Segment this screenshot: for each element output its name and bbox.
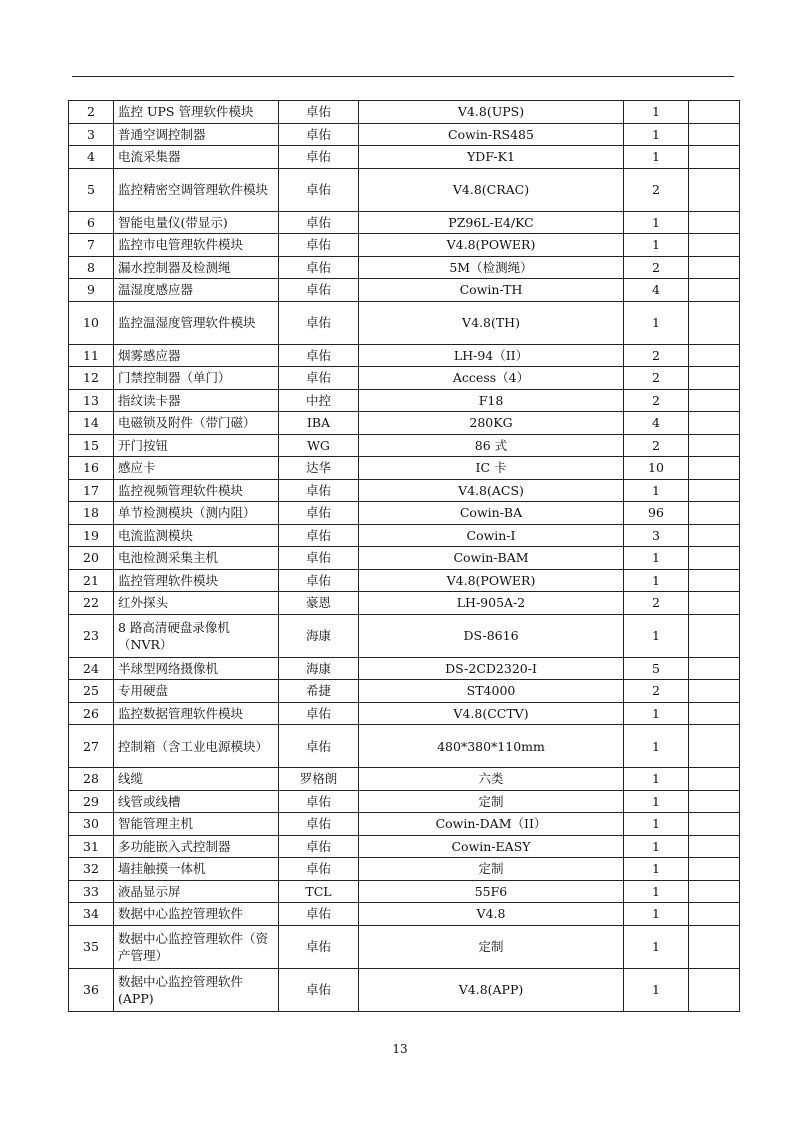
item-quantity: 2 [624, 389, 689, 412]
item-name: 8 路高清硬盘录像机（NVR） [114, 614, 279, 657]
item-remark [689, 702, 740, 725]
item-remark [689, 123, 740, 146]
item-quantity: 1 [624, 569, 689, 592]
item-remark [689, 835, 740, 858]
equipment-table-body [69, 101, 740, 1012]
table-row [69, 389, 740, 412]
item-quantity: 1 [624, 146, 689, 169]
row-number: 19 [69, 524, 114, 547]
item-model: Cowin-EASY [359, 835, 624, 858]
item-quantity: 1 [624, 301, 689, 344]
row-number: 24 [69, 657, 114, 680]
item-quantity: 1 [624, 479, 689, 502]
table-row [69, 835, 740, 858]
item-name: 监控数据管理软件模块 [114, 702, 279, 725]
item-remark [689, 344, 740, 367]
item-model: V4.8(TH) [359, 301, 624, 344]
item-model: Access（4） [359, 367, 624, 390]
item-quantity: 10 [624, 457, 689, 480]
item-name: 智能管理主机 [114, 813, 279, 836]
item-brand: IBA [279, 412, 359, 435]
item-brand: 卓佑 [279, 301, 359, 344]
table-row [69, 657, 740, 680]
item-model: PZ96L-E4/KC [359, 211, 624, 234]
item-brand: 中控 [279, 389, 359, 412]
row-number: 26 [69, 702, 114, 725]
item-name: 线缆 [114, 768, 279, 791]
item-remark [689, 234, 740, 257]
row-number: 23 [69, 614, 114, 657]
row-number: 28 [69, 768, 114, 791]
table-row [69, 256, 740, 279]
item-name: 数据中心监控管理软件（资产管理） [114, 925, 279, 968]
item-model: V4.8(CRAC) [359, 168, 624, 211]
item-quantity: 1 [624, 813, 689, 836]
item-name: 液晶显示屏 [114, 880, 279, 903]
item-brand: 卓佑 [279, 968, 359, 1011]
table-row [69, 168, 740, 211]
item-model: Cowin-DAM（II） [359, 813, 624, 836]
item-quantity: 4 [624, 279, 689, 302]
table-row [69, 968, 740, 1011]
row-number: 10 [69, 301, 114, 344]
row-number: 5 [69, 168, 114, 211]
row-number: 7 [69, 234, 114, 257]
item-brand: 卓佑 [279, 256, 359, 279]
row-number: 25 [69, 680, 114, 703]
table-row [69, 790, 740, 813]
item-model: 480*380*110mm [359, 725, 624, 768]
header-rule [72, 76, 734, 77]
item-name: 指纹读卡器 [114, 389, 279, 412]
item-remark [689, 813, 740, 836]
row-number: 15 [69, 434, 114, 457]
table-row [69, 279, 740, 302]
row-number: 35 [69, 925, 114, 968]
item-model: LH-94（II） [359, 344, 624, 367]
item-model: Cowin-RS485 [359, 123, 624, 146]
row-number: 13 [69, 389, 114, 412]
item-quantity: 1 [624, 234, 689, 257]
item-brand: 卓佑 [279, 101, 359, 124]
table-row [69, 301, 740, 344]
row-number: 14 [69, 412, 114, 435]
row-number: 9 [69, 279, 114, 302]
item-brand: WG [279, 434, 359, 457]
item-model: Cowin-TH [359, 279, 624, 302]
table-row [69, 234, 740, 257]
table-row [69, 880, 740, 903]
item-model: 55F6 [359, 880, 624, 903]
row-number: 16 [69, 457, 114, 480]
table-row [69, 457, 740, 480]
item-quantity: 2 [624, 256, 689, 279]
item-brand: 卓佑 [279, 234, 359, 257]
item-remark [689, 880, 740, 903]
item-model: 定制 [359, 925, 624, 968]
item-name: 专用硬盘 [114, 680, 279, 703]
item-quantity: 1 [624, 968, 689, 1011]
equipment-table [68, 100, 740, 1012]
item-remark [689, 146, 740, 169]
item-quantity: 1 [624, 702, 689, 725]
row-number: 31 [69, 835, 114, 858]
item-model: V4.8(APP) [359, 968, 624, 1011]
table-row [69, 614, 740, 657]
item-quantity: 4 [624, 412, 689, 435]
item-name: 红外探头 [114, 592, 279, 615]
item-model: F18 [359, 389, 624, 412]
item-brand: 卓佑 [279, 279, 359, 302]
item-model: V4.8(UPS) [359, 101, 624, 124]
item-model: Cowin-I [359, 524, 624, 547]
row-number: 6 [69, 211, 114, 234]
item-quantity: 1 [624, 835, 689, 858]
item-model: V4.8(POWER) [359, 234, 624, 257]
item-brand: 卓佑 [279, 502, 359, 525]
item-name: 电池检测采集主机 [114, 547, 279, 570]
table-row [69, 524, 740, 547]
row-number: 18 [69, 502, 114, 525]
item-name: 单节检测模块（测内阻） [114, 502, 279, 525]
item-model: Cowin-BA [359, 502, 624, 525]
item-remark [689, 657, 740, 680]
item-model: 定制 [359, 790, 624, 813]
row-number: 2 [69, 101, 114, 124]
row-number: 20 [69, 547, 114, 570]
item-remark [689, 925, 740, 968]
item-name: 电流监测模块 [114, 524, 279, 547]
item-remark [689, 614, 740, 657]
row-number: 22 [69, 592, 114, 615]
item-name: 电流采集器 [114, 146, 279, 169]
item-quantity: 2 [624, 434, 689, 457]
item-brand: 卓佑 [279, 211, 359, 234]
table-row [69, 725, 740, 768]
table-row [69, 569, 740, 592]
item-name: 烟雾感应器 [114, 344, 279, 367]
item-quantity: 1 [624, 123, 689, 146]
item-remark [689, 903, 740, 926]
item-brand: 卓佑 [279, 367, 359, 390]
item-remark [689, 968, 740, 1011]
item-name: 监控 UPS 管理软件模块 [114, 101, 279, 124]
item-quantity: 1 [624, 768, 689, 791]
row-number: 33 [69, 880, 114, 903]
table-row [69, 434, 740, 457]
row-number: 27 [69, 725, 114, 768]
item-model: V4.8(ACS) [359, 479, 624, 502]
item-model: V4.8(CCTV) [359, 702, 624, 725]
item-model: ST4000 [359, 680, 624, 703]
item-quantity: 1 [624, 925, 689, 968]
item-name: 半球型网络摄像机 [114, 657, 279, 680]
item-quantity: 2 [624, 344, 689, 367]
item-name: 智能电量仪(带显示) [114, 211, 279, 234]
item-quantity: 5 [624, 657, 689, 680]
item-model: DS-8616 [359, 614, 624, 657]
item-remark [689, 858, 740, 881]
item-remark [689, 101, 740, 124]
item-remark [689, 256, 740, 279]
item-remark [689, 389, 740, 412]
table-row [69, 768, 740, 791]
item-name: 门禁控制器（单门） [114, 367, 279, 390]
item-brand: TCL [279, 880, 359, 903]
table-row [69, 412, 740, 435]
item-brand: 卓佑 [279, 813, 359, 836]
table-row [69, 502, 740, 525]
table-row [69, 680, 740, 703]
item-name: 数据中心监控管理软件 [114, 903, 279, 926]
table-row [69, 146, 740, 169]
item-brand: 卓佑 [279, 168, 359, 211]
row-number: 29 [69, 790, 114, 813]
item-quantity: 3 [624, 524, 689, 547]
item-brand: 卓佑 [279, 146, 359, 169]
item-brand: 海康 [279, 657, 359, 680]
row-number: 34 [69, 903, 114, 926]
item-brand: 卓佑 [279, 925, 359, 968]
item-quantity: 1 [624, 790, 689, 813]
table-row [69, 813, 740, 836]
item-remark [689, 592, 740, 615]
item-model: LH-905A-2 [359, 592, 624, 615]
item-quantity: 2 [624, 680, 689, 703]
item-name: 墙挂触摸一体机 [114, 858, 279, 881]
table-row [69, 592, 740, 615]
item-remark [689, 367, 740, 390]
row-number: 36 [69, 968, 114, 1011]
row-number: 4 [69, 146, 114, 169]
table-row [69, 925, 740, 968]
item-remark [689, 412, 740, 435]
item-name: 监控温湿度管理软件模块 [114, 301, 279, 344]
item-brand: 卓佑 [279, 547, 359, 570]
item-name: 监控市电管理软件模块 [114, 234, 279, 257]
item-brand: 卓佑 [279, 858, 359, 881]
item-brand: 卓佑 [279, 790, 359, 813]
item-remark [689, 479, 740, 502]
item-quantity: 2 [624, 592, 689, 615]
item-name: 普通空调控制器 [114, 123, 279, 146]
table-row [69, 702, 740, 725]
item-brand: 卓佑 [279, 725, 359, 768]
row-number: 30 [69, 813, 114, 836]
item-name: 监控精密空调管理软件模块 [114, 168, 279, 211]
item-remark [689, 569, 740, 592]
item-name: 线管或线槽 [114, 790, 279, 813]
item-remark [689, 457, 740, 480]
item-brand: 希捷 [279, 680, 359, 703]
item-quantity: 1 [624, 101, 689, 124]
item-remark [689, 279, 740, 302]
item-remark [689, 301, 740, 344]
item-brand: 卓佑 [279, 479, 359, 502]
item-model: V4.8 [359, 903, 624, 926]
item-remark [689, 790, 740, 813]
row-number: 17 [69, 479, 114, 502]
item-model: 280KG [359, 412, 624, 435]
item-brand: 卓佑 [279, 569, 359, 592]
item-brand: 罗格朗 [279, 768, 359, 791]
item-model: 5M（检测绳） [359, 256, 624, 279]
table-row [69, 123, 740, 146]
item-name: 感应卡 [114, 457, 279, 480]
item-name: 漏水控制器及检测绳 [114, 256, 279, 279]
row-number: 32 [69, 858, 114, 881]
item-brand: 海康 [279, 614, 359, 657]
row-number: 3 [69, 123, 114, 146]
row-number: 8 [69, 256, 114, 279]
item-remark [689, 168, 740, 211]
item-brand: 卓佑 [279, 903, 359, 926]
item-quantity: 1 [624, 547, 689, 570]
item-quantity: 1 [624, 614, 689, 657]
item-name: 监控管理软件模块 [114, 569, 279, 592]
row-number: 21 [69, 569, 114, 592]
item-brand: 达华 [279, 457, 359, 480]
item-remark [689, 547, 740, 570]
item-quantity: 1 [624, 725, 689, 768]
item-remark [689, 524, 740, 547]
item-name: 监控视频管理软件模块 [114, 479, 279, 502]
item-model: Cowin-BAM [359, 547, 624, 570]
item-model: 六类 [359, 768, 624, 791]
item-name: 开门按钮 [114, 434, 279, 457]
table-row [69, 367, 740, 390]
item-quantity: 1 [624, 211, 689, 234]
item-quantity: 2 [624, 168, 689, 211]
item-remark [689, 680, 740, 703]
item-model: V4.8(POWER) [359, 569, 624, 592]
table-row [69, 479, 740, 502]
item-remark [689, 434, 740, 457]
item-quantity: 96 [624, 502, 689, 525]
item-quantity: 2 [624, 367, 689, 390]
item-model: DS-2CD2320-I [359, 657, 624, 680]
table-row [69, 101, 740, 124]
item-quantity: 1 [624, 903, 689, 926]
item-remark [689, 725, 740, 768]
table-row [69, 211, 740, 234]
item-name: 电磁锁及附件（带门磁） [114, 412, 279, 435]
item-model: YDF-K1 [359, 146, 624, 169]
table-row [69, 858, 740, 881]
item-name: 数据中心监控管理软件(APP) [114, 968, 279, 1011]
table-row [69, 903, 740, 926]
item-brand: 豪恩 [279, 592, 359, 615]
item-brand: 卓佑 [279, 344, 359, 367]
item-name: 温湿度感应器 [114, 279, 279, 302]
item-brand: 卓佑 [279, 835, 359, 858]
item-name: 控制箱（含工业电源模块） [114, 725, 279, 768]
row-number: 12 [69, 367, 114, 390]
table-row [69, 547, 740, 570]
item-brand: 卓佑 [279, 524, 359, 547]
row-number: 11 [69, 344, 114, 367]
table-row [69, 344, 740, 367]
item-remark [689, 768, 740, 791]
item-remark [689, 211, 740, 234]
item-model: 定制 [359, 858, 624, 881]
item-brand: 卓佑 [279, 702, 359, 725]
item-model: 86 式 [359, 434, 624, 457]
item-quantity: 1 [624, 880, 689, 903]
item-remark [689, 502, 740, 525]
page-number: 13 [392, 1042, 408, 1056]
item-brand: 卓佑 [279, 123, 359, 146]
item-name: 多功能嵌入式控制器 [114, 835, 279, 858]
item-quantity: 1 [624, 858, 689, 881]
item-model: IC 卡 [359, 457, 624, 480]
